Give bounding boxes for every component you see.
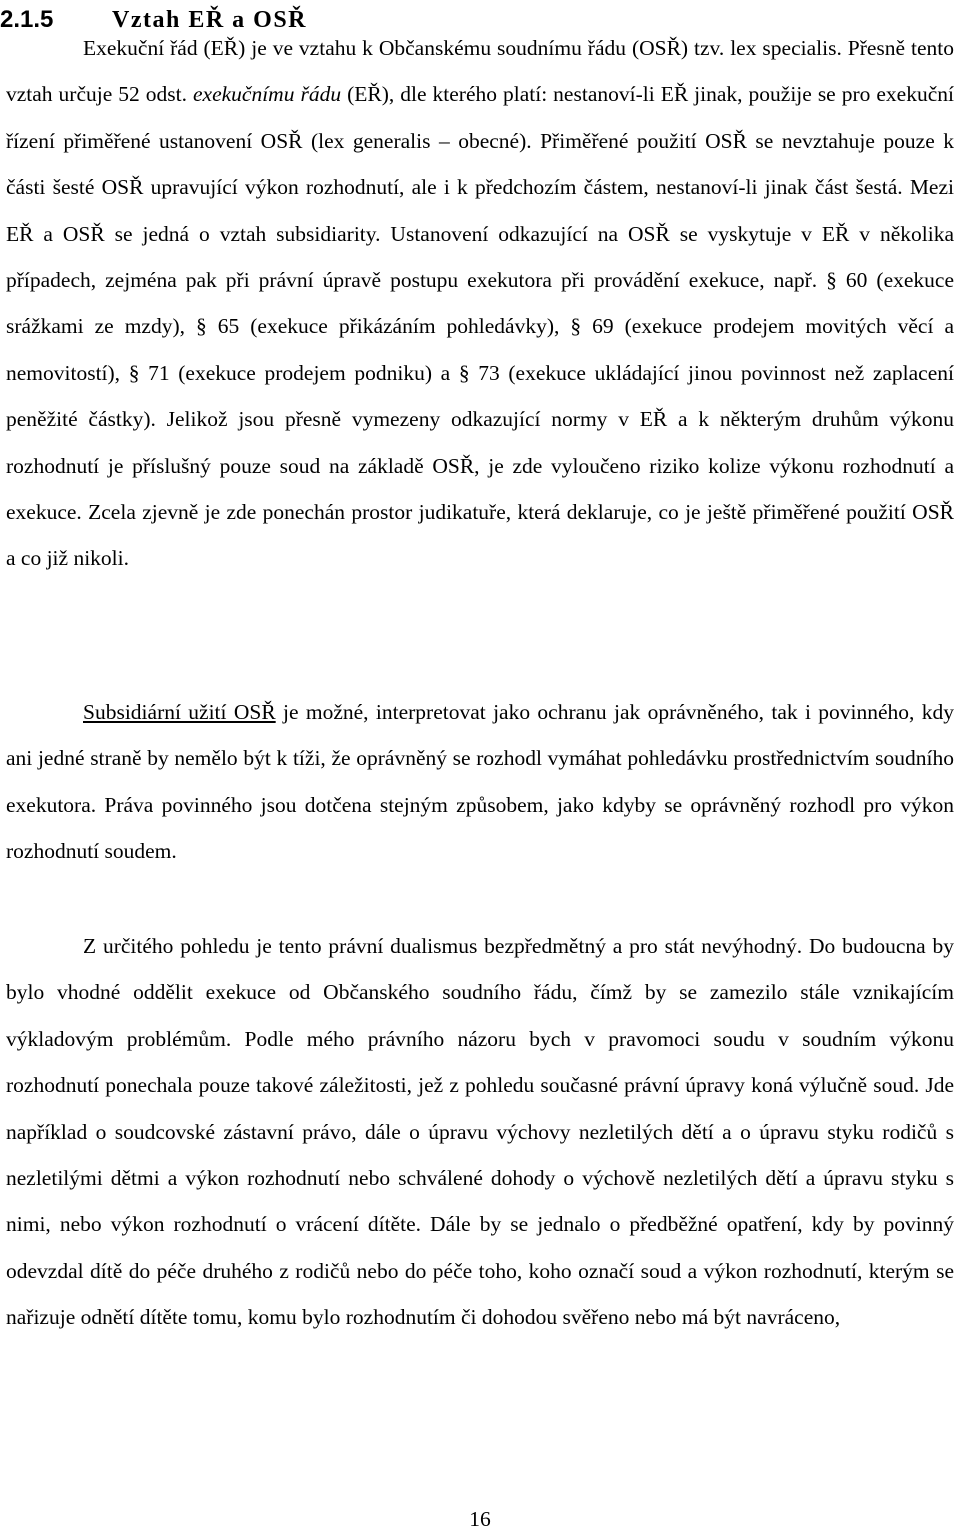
paragraph-2-underlined-term: Subsidiární užití OSŘ (83, 700, 276, 724)
paragraph-1-italic-phrase: exekučnímu řádu (193, 82, 342, 107)
section-number: 2.1.5 (0, 6, 54, 33)
paragraph-1 (6, 25, 954, 582)
paragraph-1-text-start: Exekuční řád (EŘ) je ve vztahu k Občanskému soudnímu řádu (OSŘ) tzv. lex specialis. Přesně tento vztah určuje 52 odst. (6, 36, 954, 107)
paragraph-2 (6, 689, 954, 875)
paragraph-1-text-end: (EŘ), dle kterého platí: nestanoví-li EŘ jinak, použije se pro exekuční řízení přiměřené ustanovení OSŘ (lex generalis – obecné). Přiměřené použití OSŘ se nevztahuje pouze k části šesté OSŘ upravující výkon rozhodnutí, ale i k předchozím částem, nestanoví-li jinak část šestá. Mezi EŘ a OSŘ se jedná o vztah subsidiarity. Ustanovení odkazující na OSŘ se vyskytuje v EŘ v několika případech, zejména pak při právní úpravě postupu exekutora při provádění exekuce, např. § 60 (exekuce srážkami ze mzdy), § 65 (exekuce přikázáním pohledávky), § 69 (exekuce prodejem movitých věcí a nemovitostí), § 71 (exekuce prodejem podniku) a § 73 (exekuce ukládající jinou povinnost než zaplacení peněžité částky). Jelikož jsou přesně vymezeny odkazující normy v EŘ a k některým druhům výkonu rozhodnutí je příslušný pouze soud na základě OSŘ, je zde vyloučeno riziko kolize výkonu rozhodnutí a exekuce. Zcela zjevně je zde ponechán prostor judikatuře, která deklaruje, co je ještě přiměřené použití OSŘ a co již nikoli. (6, 82, 954, 571)
section-title: Vztah EŘ a OSŘ (112, 7, 308, 33)
paragraph-2-text: je možné, interpretovat jako ochranu jak oprávněného, tak i povinného, kdy ani jedné straně by nemělo být k tíži, že oprávněný se rozhodl vymáhat pohledávku prostřednictvím soudního exekutora. Práva povinného jsou dotčena stejným způsobem, jako kdyby se oprávněný rozhodl pro výkon rozhodnutí soudem. (6, 700, 954, 864)
paragraph-3 (6, 923, 954, 1341)
page-number: 16 (469, 1507, 491, 1531)
paragraph-3-text: Z určitého pohledu je tento právní dualismus bezpředmětný a pro stát nevýhodný. Do budoucna by bylo vhodné oddělit exekuce od Občanského soudního řádu, čímž by se zamezilo stále vznikajícím výkladovým problémům. Podle mého právního názoru bych v pravomoci soudu v soudním výkonu rozhodnutí ponechala pouze takové záležitosti, jež z pohledu současné právní úpravy koná výlučně soud. Jde například o soudcovské zástavní právo, dále o úpravu výchovy nezletilých dětí a o úpravu styku rodičů s nezletilými dětmi a výkon rozhodnutí nebo schválené dohody o výchově nezletilých dětí a úpravu styku s nimi, nebo výkon rozhodnutí o vrácení dítěte. Dále by se jednalo o předběžné opatření, kdy by povinný odevzdal dítě do péče druhého z rodičů nebo do péče toho, koho označí soud a výkon rozhodnutí, kterým se nařizuje odnětí dítěte tomu, komu bylo rozhodnutím či dohodou svěřeno nebo má být navráceno, (6, 934, 954, 1330)
